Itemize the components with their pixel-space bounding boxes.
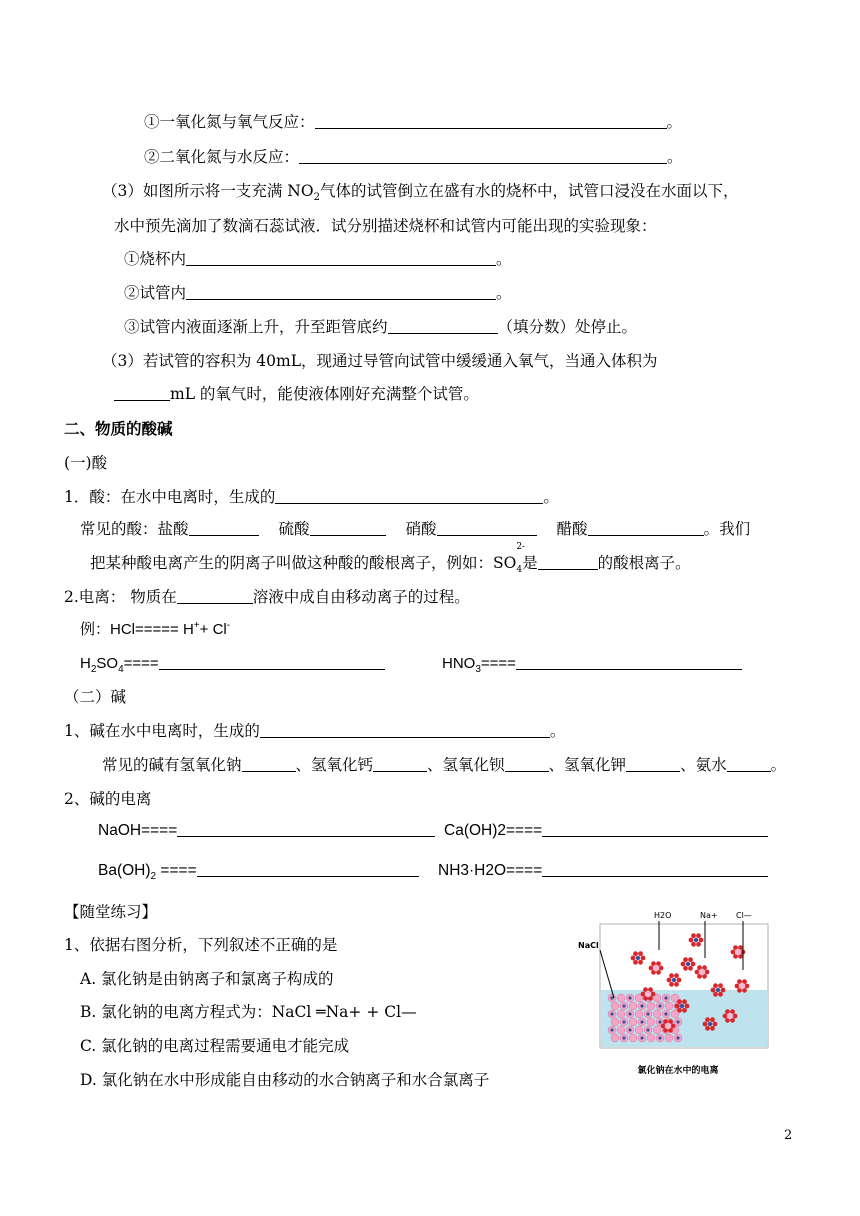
water-molecule [633,951,638,956]
answer-blank[interactable] [315,113,667,129]
water-molecule [705,970,710,975]
water-molecule [633,960,638,965]
sodium-dot [628,1028,631,1031]
crystal-ion [635,1010,643,1018]
sodium-dot [658,1020,661,1023]
answer-blank[interactable] [588,520,704,536]
answer-blank[interactable] [505,756,549,772]
crystal-ion [617,994,625,1002]
figure-caption: 氯化钠在水中的电离 [637,1066,719,1076]
oxygen-volume-line2: mL 的氧气时，能使液体刚好充满整个试管。 [114,384,479,404]
water-molecule [705,1017,710,1022]
water-molecule [683,957,688,962]
water-molecule [691,962,696,967]
water-molecule [718,992,723,997]
water-molecule [638,951,643,956]
beaker-line: ①烧杯内 。 [124,250,512,268]
water-molecule [735,984,740,989]
answer-blank[interactable] [727,756,771,772]
practice-question: 1、依据右图分析，下列叙述不正确的是 [64,936,338,954]
crystal-ion [629,1034,637,1042]
water-molecule [641,992,646,997]
answer-blank[interactable] [242,756,296,772]
water-molecule [713,992,718,997]
hcl-example: 例：HCl===== H++ Cl- [80,620,231,638]
sodium-dot [610,1028,613,1031]
crystal-ion [611,1018,619,1026]
water-molecule [691,933,696,938]
acid-definition: 1．酸：在水中电离时，生成的 。 [64,488,559,506]
h2so4-equation: $H_2SO_4====$ [80,654,385,674]
crystal-ion [635,1026,643,1034]
chloride-ion [645,991,651,997]
water-molecule [713,983,718,988]
base-heading: （二）碱 [64,688,127,706]
water-molecule [641,956,646,961]
sodium-ion [708,1022,712,1026]
nacl-label: NaCl [578,941,599,950]
common-acids-line: 常见的酸：盐酸 硫酸 硝酸 醋酸 。我们 [80,520,751,538]
crystal-ion [647,1034,655,1042]
sodium-dot [640,1004,643,1007]
nh3h2o-equation: NH3·H2O==== [438,861,768,881]
practice-heading: 【随堂练习】 [64,903,158,921]
crystal-ion [617,1026,625,1034]
water-molecule [705,1026,710,1031]
water-molecule [651,992,656,997]
sodium-dot [610,1012,613,1015]
sodium-ion [680,1004,684,1008]
answer-blank[interactable] [177,588,253,604]
answer-blank[interactable] [177,821,435,837]
water-molecule [669,982,674,987]
answer-blank[interactable] [542,821,768,837]
water-molecule [682,1008,687,1013]
sodium-dot [664,996,667,999]
section-title: 二、物质的酸碱 [64,419,173,438]
water-molecule [688,957,693,962]
option-c: C. 氯化钠的电离过程需要通电才能完成 [80,1037,350,1055]
h2o-label: H2O [654,911,672,920]
answer-blank[interactable] [626,756,680,772]
caoh2-equation: Ca(OH)2==== [444,821,768,841]
sodium-dot [628,1012,631,1015]
water-molecule [685,1004,690,1009]
sodium-dot [646,1012,649,1015]
experiment-desc-line1: （3）如图所示将一支充满 $NO_2$气体的试管倒立在盛有水的烧杯中，试管口浸没在水面以下， [102,182,739,204]
base-ionization-heading: 2、碱的电离 [64,790,152,808]
sodium-dot [658,1036,661,1039]
option-d: D. 氯化钠在水中形成能自由移动的水合钠离子和水合氯离子 [80,1071,490,1089]
water-molecule [677,978,682,983]
sodium-dot [622,1020,625,1023]
nacl-dissolution-figure [578,906,773,1082]
crystal-ion [647,1018,655,1026]
water-molecule [631,956,636,961]
option-b: B. 氯化钠的电离方程式为：NaCl ═Na+ + Cl— [80,1003,417,1021]
water-molecule [669,973,674,978]
crystal-ion [611,1034,619,1042]
water-molecule [659,966,664,971]
sodium-dot [622,1004,625,1007]
answer-blank[interactable] [542,861,768,877]
chloride-ion [739,983,745,989]
naoh-equation: NaOH==== [98,821,435,841]
sodium-ion [672,978,676,982]
water-molecule [695,970,700,975]
water-molecule [710,1017,715,1022]
water-molecule [703,1022,708,1027]
sodium-ion [636,956,640,960]
water-molecule [731,950,736,955]
water-molecule [696,933,701,938]
chloride-ion [727,1013,733,1019]
sodium-dot [646,1028,649,1031]
sodium-dot [664,1012,667,1015]
water-molecule [675,1004,680,1009]
water-molecule [677,1008,682,1013]
water-molecule [674,982,679,987]
answer-blank[interactable] [189,520,259,536]
answer-blank[interactable] [373,756,427,772]
chloride-ion [699,969,705,975]
no2-h2o-reaction-line: ②二氧化氮与水反应： 。 [144,148,683,166]
tube-line: ②试管内 。 [124,284,512,302]
chloride-ion [665,1023,671,1029]
sodium-ion [686,962,690,966]
baoh2-equation: $Ba(OH)_2$ ==== [98,861,419,881]
crystal-ion [629,1002,637,1010]
crystal-ion [617,1010,625,1018]
water-molecule [677,999,682,1004]
answer-blank[interactable] [260,722,550,738]
experiment-desc-line2: 水中预先滴加了数滴石蕊试液．试分别描述烧杯和试管内可能出现的实验现象： [114,217,657,235]
water-molecule [745,984,750,989]
liquid-level-line: ③试管内液面逐渐上升，升至距管底约 （填分数）处停止。 [124,318,638,336]
sodium-dot [640,1036,643,1039]
water-molecule [667,978,672,983]
crystal-ion [611,1002,619,1010]
answer-blank[interactable] [516,654,742,670]
water-molecule [710,1026,715,1031]
answer-blank[interactable] [159,654,385,670]
sodium-dot [676,1036,679,1039]
sodium-dot [628,996,631,999]
water-molecule [713,1022,718,1027]
answer-blank[interactable] [186,250,496,266]
answer-blank[interactable] [186,284,496,300]
water-molecule [674,973,679,978]
water-molecule [721,988,726,993]
crystal-ion [653,1010,661,1018]
water-molecule [696,942,701,947]
answer-blank[interactable] [197,861,419,877]
answer-blank[interactable] [437,520,537,536]
acid-radical-line: 把某种酸电离产生的阴离子叫做这种酸的酸根离子，例如：SO 2- $_4$是 的酸根离子。 [90,542,691,576]
water-molecule [688,966,693,971]
water-molecule [733,1014,738,1019]
base-definition: 1、碱在水中电离时，生成的 。 [64,722,566,740]
water-molecule [638,960,643,965]
ionization-definition: 2.电离： 物质在 溶液中成自由移动离子的过程。 [64,588,470,606]
water-molecule [661,1024,666,1029]
crystal-ion [653,1026,661,1034]
water-molecule [711,988,716,993]
no-o2-reaction-line: ①一氧化氮与氧气反应： 。 [144,113,683,131]
water-molecule [671,1024,676,1029]
na-label: Na+ [700,911,718,920]
water-molecule [718,983,723,988]
sodium-ion [694,938,698,942]
sodium-dot [610,996,613,999]
option-a: A. 氯化钠是由钠离子和氯离子构成的 [80,970,334,988]
answer-blank[interactable] [299,148,667,164]
crystal-ion [629,1018,637,1026]
page-number: 2 [784,1128,793,1143]
water-molecule [681,962,686,967]
crystal-ion [665,1002,673,1010]
acid-heading: (一)酸 [64,454,108,472]
crystal-ion [665,1034,673,1042]
sodium-dot [640,1020,643,1023]
water-molecule [689,938,694,943]
crystal-ion [647,1002,655,1010]
common-bases-line: 常见的碱有氢氧化钠 、氢氧化钙 、氢氧化钡 、氢氧化钾 、氨水 。 [102,756,787,774]
water-molecule [723,1014,728,1019]
answer-blank[interactable] [388,318,498,334]
sodium-ion [716,988,720,992]
sodium-dot [622,1036,625,1039]
cl-label: Cl— [736,911,752,920]
sodium-dot [658,1004,661,1007]
chloride-ion [735,949,741,955]
water-molecule [682,999,687,1004]
answer-blank[interactable] [310,520,386,536]
oxygen-volume-line1: （3）若试管的容积为 40mL，现通过导管向试管中缓缓通入氧气，当通入体积为 [102,352,658,370]
answer-blank[interactable] [538,554,598,570]
water-molecule [683,966,688,971]
sodium-dot [676,1020,679,1023]
hno3-equation: $HNO_3====$ [442,654,742,674]
answer-blank[interactable] [275,488,543,504]
chloride-ion [653,965,659,971]
water-molecule [691,942,696,947]
water-molecule [649,966,654,971]
water-molecule [699,938,704,943]
answer-blank[interactable] [114,385,170,401]
